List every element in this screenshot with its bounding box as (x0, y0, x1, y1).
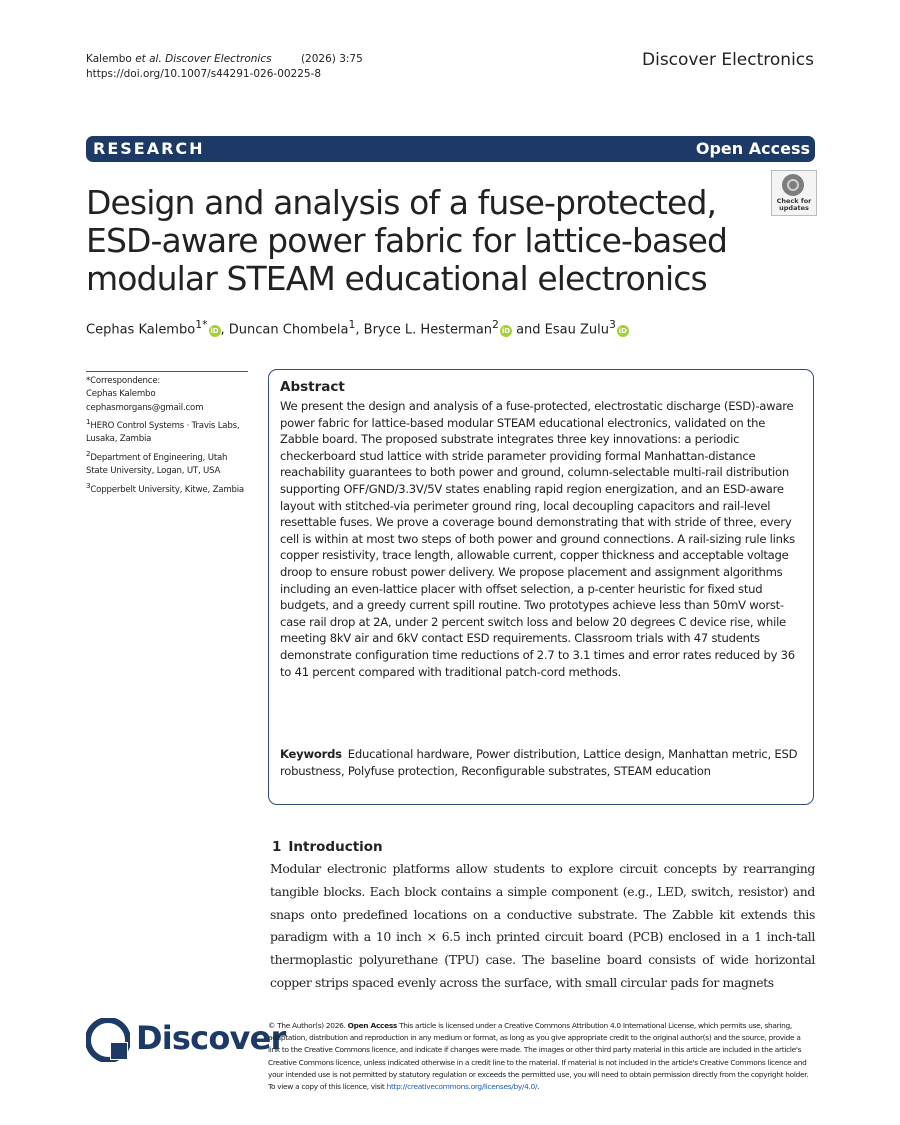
discover-logo-text: Discover (136, 1019, 286, 1057)
affiliation-text: Department of Engineering, Utah State University, Logan, UT, USA (86, 452, 228, 477)
affiliation-text: HERO Control Systems · Travis Labs, Lusaka, Zambia (86, 421, 240, 445)
license-text (268, 1020, 814, 1093)
check-for-updates-icon (782, 174, 804, 196)
open-access-label: Open Access (695, 139, 810, 158)
author-name: Bryce L. Hesterman (363, 322, 493, 338)
header-et-al: et al. (135, 53, 162, 65)
correspondence-sidebar (86, 375, 251, 497)
affiliation-text: Copperbelt University, Kitwe, Zambia (90, 484, 244, 495)
discover-logo (86, 1016, 286, 1066)
license-prefix: © The Author(s) 2026. (268, 1021, 346, 1030)
license-body: This article is licensed under a Creative Commons Attribution 4.0 International License, which permits use, sharing, adaptation, distribution and reproduction in any medium or format, as long as you give appropriate credit to the original author(s) and the source, provide a link to the Creative Commons licence, and indicate if changes were made. The images or other third party material in this article are included in the article's Creative Commons licence, unless indicated otherwise in a credit line to the material. If material is not included in the article's Creative Commons licence and your intended use is not permitted by statutory regulation or exceeds the permitted use, you will need to obtain permission directly from the copyright holder. To view a copy of this licence, visit (268, 1021, 809, 1092)
author-list (86, 318, 629, 337)
affiliation-sup: 1 (86, 417, 91, 427)
check-updates-line2: updates (779, 204, 809, 212)
header-authors: Kalembo (86, 53, 132, 65)
correspondence-email[interactable]: cephasmorgans@gmail.com (86, 402, 204, 413)
abstract-heading: Abstract (280, 379, 345, 395)
affiliation (86, 447, 251, 479)
header-journal: Discover Electronics (165, 53, 272, 65)
check-updates-line1: Check for (776, 197, 812, 205)
article-type-label: RESEARCH (93, 139, 205, 158)
header-doi[interactable]: https://doi.org/10.1007/s44291-026-00225-8 (86, 68, 322, 80)
keywords-label: Keywords (280, 747, 342, 761)
article-title: Design and analysis of a fuse-protected, ESD-aware power fabric for lattice-based modular STEAM educational electronics (86, 183, 728, 298)
orcid-icon[interactable]: iD (501, 327, 511, 336)
keywords (280, 746, 800, 781)
section-body: Modular electronic platforms allow students to explore circuit concepts by rearranging tangible blocks. Each block contains a simple component (e.g., LED, switch, resistor) and snaps onto predefined locations on a conductive substrate. The Zabble kit extends this paradigm with a 10 inch × 6.5 inch printed circuit board (PCB) enclosed in a 1 inch-tall thermoplastic polyurethane (TPU) case. The baseline board consists of wide horizontal copper strips spaced evenly across the surface, with small circular pads for magnets (270, 861, 815, 990)
running-header (86, 52, 363, 82)
affiliation (86, 415, 251, 447)
author-name: Esau Zulu (544, 322, 609, 338)
abstract-text: We present the design and analysis of a fuse-protected, electrostatic discharge (ESD)-aware power fabric for lattice-based modular STEAM educational electronics, validated on the Zabble board. The proposed substrate integrates three key innovations: a periodic checkerboard stud lattice with stride parameter providing formal Manhattan-distance reachability guarantees to both power and ground, column-selectable multi-rail distribution supporting OFF/GND/3.3V/5V states enabling rapid region energization, and an ESD-aware layout with stitched-via perimeter ground ring, local decoupling capacitors and rail-level resettable fuses. We prove a coverage bound demonstrating that with stride of three, every cell is within at most two steps of both power and ground connections. A rail-sizing rule links copper resistivity, trace length, allowable current, copper thickness and acceptable voltage droop to ensure robust power delivery. We propose placement and assignment algorithms including an even-lattice placer with offset selection, a p-center heuristic for fixed stud budgets, and a greedy current spill routine. Two prototypes achieve less than 50mV worst-case rail drop at 2A, under 2 percent switch loss and below 20 degrees C device rise, while meeting 8kV air and 6kV contact ESD requirements. Classroom trials with 47 students demonstrate configuration time reductions of 2.7 to 3.1 times and error rates reduced by 36 to 41 percent compared with traditional patch-cord methods. (280, 399, 795, 679)
section-heading (272, 839, 383, 855)
article-type-banner (86, 136, 815, 162)
check-for-updates-badge[interactable] (771, 170, 817, 216)
orcid-icon[interactable]: iD (618, 327, 627, 336)
journal-name: Discover Electronics (642, 50, 814, 70)
license-open-access: Open Access (347, 1021, 398, 1030)
keywords-list: Educational hardware, Power distribution, Lattice design, Manhattan metric, ESD robustness, Polyfuse protection, Reconfigurable substrates, STEAM education (280, 747, 798, 779)
author-separator: , (220, 322, 229, 338)
author-name: Cephas Kalembo (86, 322, 196, 338)
correspondence-name: Cephas Kalembo (86, 389, 156, 400)
affiliation-sup: 3 (86, 480, 91, 490)
section-title: Introduction (288, 839, 383, 855)
correspondence-label: *Correspondence: (86, 376, 161, 386)
discover-logo-icon (86, 1018, 130, 1062)
affiliation-sup: 2 (86, 448, 91, 458)
license-link[interactable]: http://creativecommons.org/licenses/by/4.0/ (386, 1082, 538, 1092)
author-separator: , (355, 322, 364, 338)
affiliation (86, 479, 251, 497)
author-affil-sup: 3 (609, 318, 616, 331)
author-name: Duncan Chombela (228, 322, 349, 338)
header-citation: (2026) 3:75 (300, 53, 363, 65)
sidebar-divider (86, 371, 248, 372)
author-affil-sup: 1* (195, 318, 208, 331)
license-end: . (537, 1082, 540, 1092)
author-separator: and (511, 322, 545, 338)
abstract-box (268, 369, 814, 805)
orcid-icon[interactable]: iD (210, 327, 219, 336)
author-affil-sup: 2 (492, 318, 499, 331)
section-number: 1 (272, 839, 282, 855)
author-affil-sup: 1 (348, 318, 356, 331)
